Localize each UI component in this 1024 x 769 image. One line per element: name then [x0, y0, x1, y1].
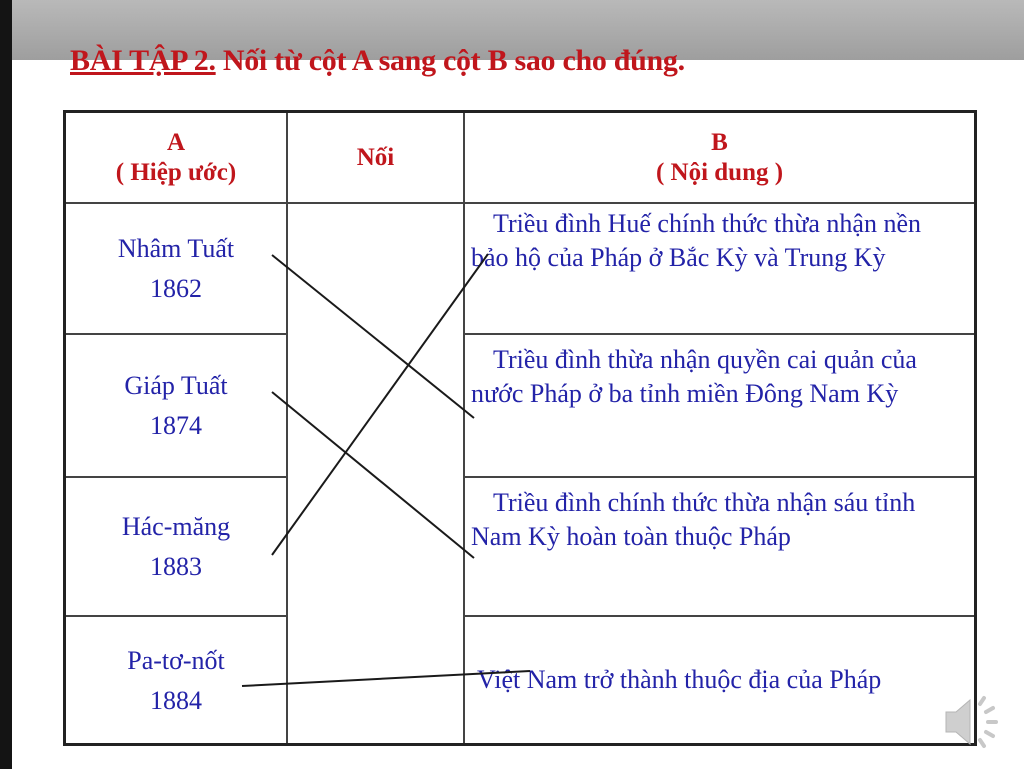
connection-line-3: [272, 254, 488, 555]
header-b-sub: ( Nội dung ): [655, 159, 784, 186]
content-line: Nam Kỳ hoàn toàn thuộc Pháp: [471, 522, 791, 551]
header-b-letter: B: [711, 129, 728, 156]
title-instruction: Nối từ cột A sang cột B sao cho đúng.: [215, 44, 685, 77]
treaty-name: Hác-măng: [121, 511, 231, 541]
treaty-year: 1884: [150, 686, 202, 715]
header-a-sub: ( Hiệp ước): [115, 159, 237, 186]
content-line: nước Pháp ở ba tỉnh miền Đông Nam Kỳ: [471, 379, 899, 408]
title-label: BÀI TẬP 2.: [70, 44, 216, 77]
treaty-year: 1883: [150, 551, 202, 581]
treaty-name: Giáp Tuất: [124, 370, 228, 400]
speaker-icon[interactable]: [940, 688, 1010, 758]
header-connect-label: Nối: [356, 144, 395, 171]
connection-line-1: [272, 255, 474, 418]
content-line: Triều đình Huế chính thức thừa nhận nền: [493, 209, 921, 238]
header-a-letter: A: [166, 129, 186, 156]
content-line: Triều đình thừa nhận quyền cai quản của: [493, 345, 917, 374]
treaty-name: Nhâm Tuất: [117, 233, 235, 263]
connection-line-4: [242, 671, 530, 686]
treaty-name: Pa-tơ-nốt: [127, 646, 225, 675]
content-line: bảo hộ của Pháp ở Bắc Kỳ và Trung Kỳ: [471, 243, 886, 272]
content-line: Triều đình chính thức thừa nhận sáu tỉnh: [493, 488, 916, 517]
connection-line-2: [272, 392, 474, 558]
treaty-year: 1874: [150, 410, 202, 440]
treaty-year: 1862: [150, 273, 202, 303]
content-line: Việt Nam trở thành thuộc địa của Pháp: [477, 665, 882, 694]
